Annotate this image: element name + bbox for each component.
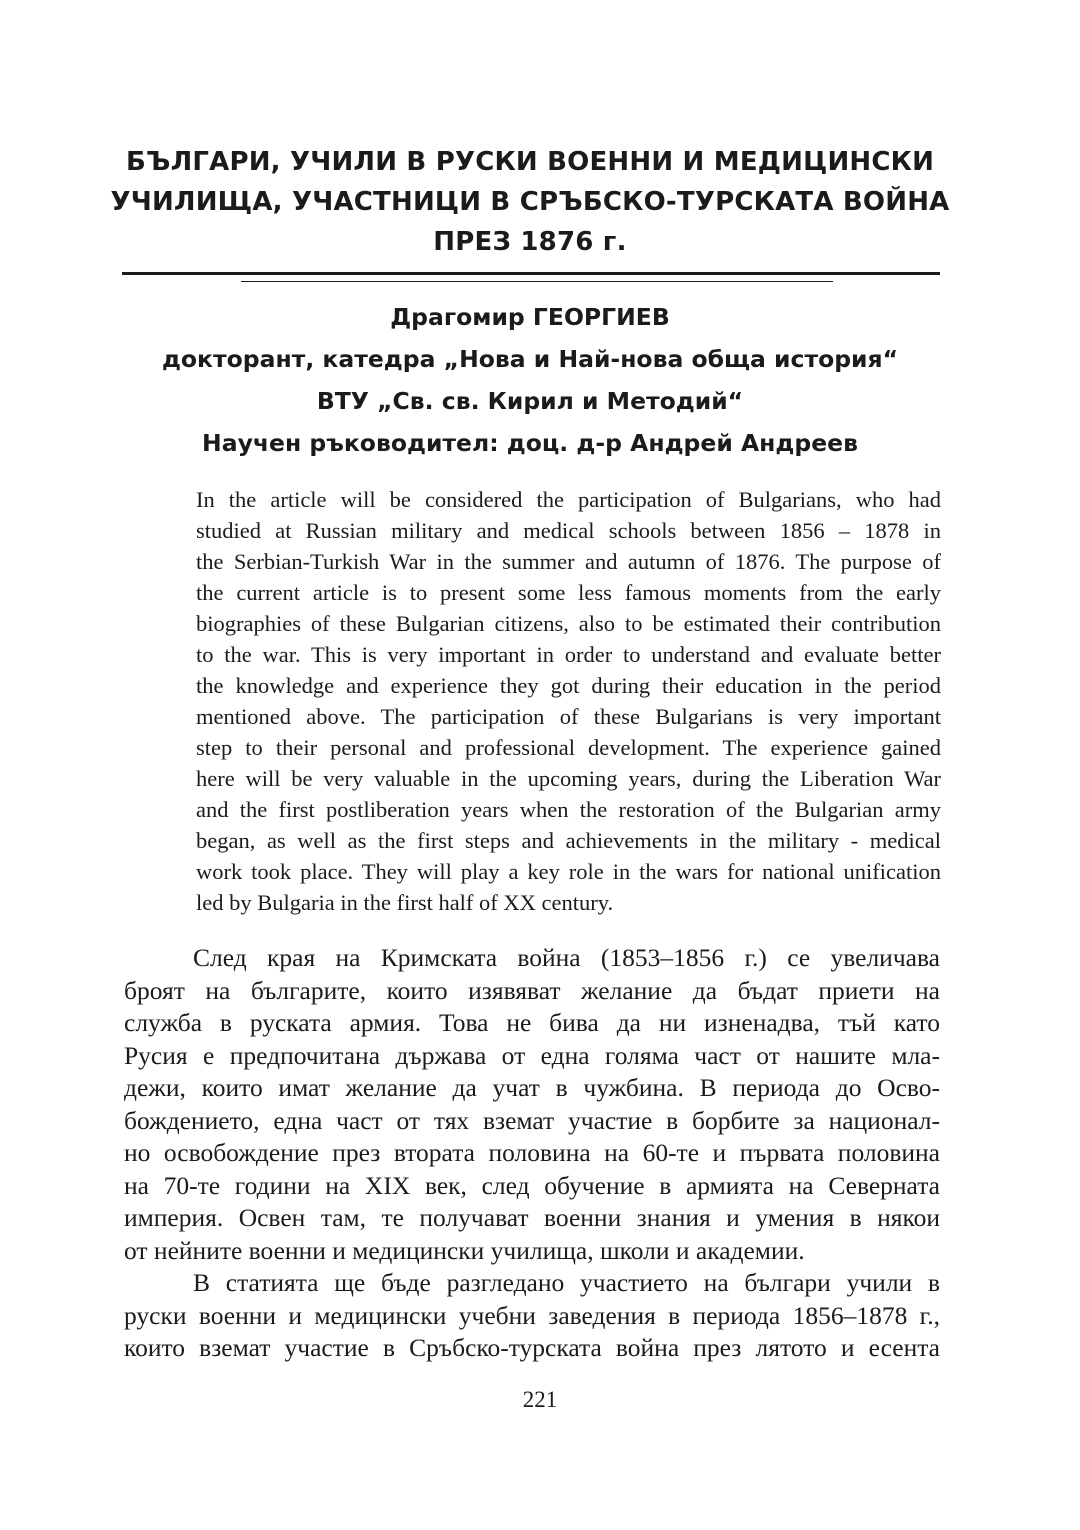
abstract — [196, 484, 941, 918]
title-divider-thin — [241, 281, 833, 282]
body-paragraph-2-line: В статията ще бъде разгледано участието на българи учили в — [193, 1268, 940, 1297]
abstract-line: here will be very valuable in the upcoming years, during the Liberation War — [196, 766, 941, 791]
title-divider-thick — [122, 272, 940, 275]
author-university: ВТУ „Св. св. Кирил и Методий“ — [316, 387, 744, 415]
abstract-line: led by Bulgaria in the first half of XX century. — [196, 890, 614, 915]
abstract-line: began, as well as the first steps and achievements in the military - medical — [196, 828, 941, 853]
body-paragraph-1-line: служба в руската армия. Това не бива да ни изненадва, тъй като — [124, 1008, 940, 1037]
abstract-line: mentioned above. The participation of these Bulgarians is very important — [196, 704, 941, 729]
title-line: БЪЛГАРИ, УЧИЛИ В РУСКИ ВОЕННИ И МЕДИЦИНСКИ — [125, 147, 935, 177]
author-block — [110, 296, 950, 464]
abstract-line: studied at Russian military and medical schools between 1856 – 1878 in — [196, 518, 941, 543]
body-paragraph-2-line: които вземат участие в Сръбско-турската война през лятото и есента — [124, 1333, 940, 1362]
abstract-line: to the war. This is very important in order to understand and evaluate better — [196, 642, 941, 667]
body-paragraph-2-line: руски военни и медицински учебни заведения в периода 1856–1878 г., — [124, 1300, 940, 1330]
abstract-line: work took place. They will play a key role in the wars for national unification — [196, 859, 941, 884]
abstract-line: the current article is to present some less famous moments from the early — [196, 580, 941, 605]
author-supervisor: Научен ръководител: доц. д-р Андрей Андреев — [202, 429, 858, 457]
author-name: Драгомир ГЕОРГИЕВ — [390, 303, 670, 331]
title-line: УЧИЛИЩА, УЧАСТНИЦИ В СРЪБСКО-ТУРСКАТА ВОЙНА — [110, 187, 950, 217]
abstract-line: biographies of these Bulgarian citizens, also to be estimated their contribution — [196, 611, 941, 636]
body-paragraph-1-line: дежи, които имат желание да учат в чужбина. В периода до Осво- — [124, 1073, 940, 1102]
body-paragraph-1-line: но освобождение през втората половина на 60-те и първата половина — [124, 1138, 940, 1167]
body-text — [124, 942, 940, 1365]
body-paragraph-1-line: След края на Кримската война (1853–1856 г.) се увеличава — [193, 943, 940, 972]
abstract-line: and the first postliberation years when the restoration of the Bulgarian army — [196, 797, 941, 822]
body-paragraph-1-line: Русия е предпочитана държава от една голяма част от нашите мла- — [124, 1040, 940, 1070]
body-paragraph-1-line: от нейните военни и медицински училища, школи и академии. — [124, 1235, 805, 1265]
abstract-line: step to their personal and professional development. The experience gained — [196, 735, 941, 760]
page-number: 221 — [522, 1387, 558, 1412]
body-paragraph-1-line: на 70-те години на XIX век, след обучение в армията на Северната — [124, 1170, 940, 1200]
abstract-line: In the article will be considered the participation of Bulgarians, who had — [196, 487, 941, 512]
body-paragraph-1-line: бождението, една част от тях вземат участие в борбите за национал- — [124, 1105, 940, 1135]
title-line: ПРЕЗ 1876 г. — [433, 227, 627, 257]
abstract-line: the knowledge and experience they got during their education in the period — [196, 673, 941, 698]
article-title — [110, 142, 950, 262]
abstract-line: the Serbian-Turkish War in the summer and autumn of 1876. The purpose of — [196, 549, 941, 574]
body-paragraph-1-line: империя. Освен там, те получават военни знания и умения в някои — [124, 1203, 940, 1232]
body-paragraph-1-line: броят на българите, които изявяват желание да бъдат приети на — [124, 975, 940, 1005]
author-position: докторант, катедра „Нова и Най-нова обща история“ — [161, 345, 899, 373]
